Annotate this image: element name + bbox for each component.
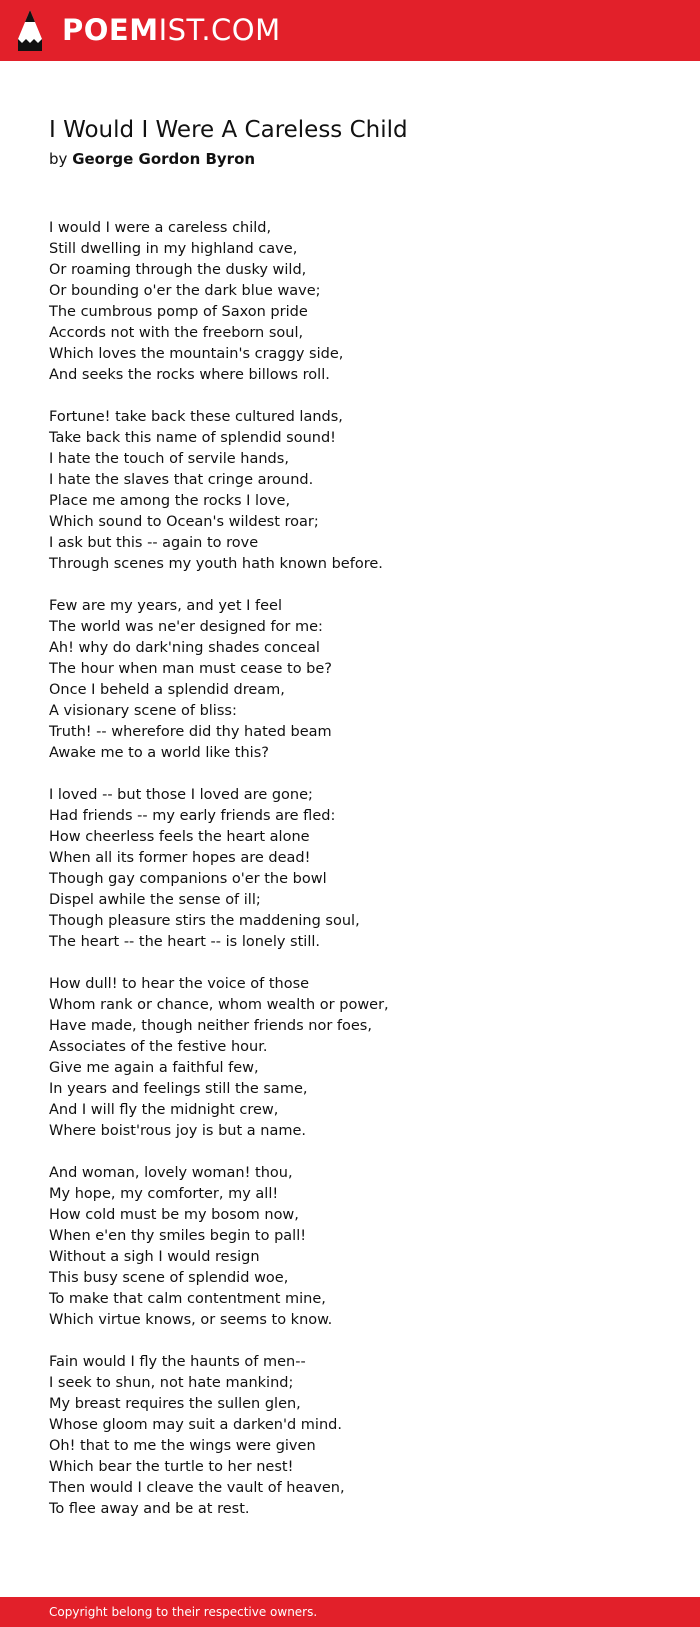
poem-line: I loved -- but those I loved are gone; xyxy=(49,787,313,803)
poem-line: Associates of the festive hour. xyxy=(49,1039,268,1055)
poem-line: I ask but this -- again to rove xyxy=(49,535,259,551)
poem-line: I hate the touch of servile hands, xyxy=(49,451,289,467)
poem-stanza xyxy=(49,974,649,1142)
poem-line: My breast requires the sullen glen, xyxy=(49,1396,301,1412)
poem-line: When all its former hopes are dead! xyxy=(49,850,311,866)
poem-body xyxy=(49,218,649,1541)
poem-line: Take back this name of splendid sound! xyxy=(49,430,336,446)
poem-line: Fain would I fly the haunts of men-- xyxy=(49,1354,306,1370)
poem-line: Fortune! take back these cultured lands, xyxy=(49,409,343,425)
poem-line: Few are my years, and yet I feel xyxy=(49,598,282,614)
poem-line: Accords not with the freeborn soul, xyxy=(49,325,304,341)
poem-line: And I will fly the midnight crew, xyxy=(49,1102,279,1118)
poem-line: And woman, lovely woman! thou, xyxy=(49,1165,293,1181)
poem-stanza xyxy=(49,1352,649,1520)
poem-line: My hope, my comforter, my all! xyxy=(49,1186,279,1202)
poem-line: Without a sigh I would resign xyxy=(49,1249,260,1265)
poem-stanza xyxy=(49,785,649,953)
poem-line: The cumbrous pomp of Saxon pride xyxy=(49,304,308,320)
poem-line: The hour when man must cease to be? xyxy=(49,661,332,677)
site-footer xyxy=(0,1597,700,1627)
poem-line: How dull! to hear the voice of those xyxy=(49,976,310,992)
poem-line: To make that calm contentment mine, xyxy=(49,1291,326,1307)
poem-line: Oh! that to me the wings were given xyxy=(49,1438,316,1454)
poem-line: Whose gloom may suit a darken'd mind. xyxy=(49,1417,342,1433)
poem-line: Which sound to Ocean's wildest roar; xyxy=(49,514,319,530)
poem-line: And seeks the rocks where billows roll. xyxy=(49,367,330,383)
poem-line: I seek to shun, not hate mankind; xyxy=(49,1375,294,1391)
poem-line: When e'en thy smiles begin to pall! xyxy=(49,1228,307,1244)
footer-copyright: Copyright belong to their respective owners. xyxy=(49,1605,318,1619)
poem-line: Though gay companions o'er the bowl xyxy=(49,871,327,887)
poem-stanza xyxy=(49,218,649,386)
logo-text-light: IST.COM xyxy=(158,13,281,47)
site-header xyxy=(0,0,700,61)
poem-line: Ah! why do dark'ning shades conceal xyxy=(49,640,320,656)
poem-line: Have made, though neither friends nor foes, xyxy=(49,1018,372,1034)
logo-text-strong: POEM xyxy=(62,13,159,47)
poem-line: Though pleasure stirs the maddening soul, xyxy=(49,913,360,929)
poem-title: I Would I Were A Careless Child xyxy=(49,117,408,143)
poem-line: How cheerless feels the heart alone xyxy=(49,829,310,845)
poem-line: How cold must be my bosom now, xyxy=(49,1207,299,1223)
poem-line: In years and feelings still the same, xyxy=(49,1081,308,1097)
poem-line: Give me again a faithful few, xyxy=(49,1060,259,1076)
poem-line: Or bounding o'er the dark blue wave; xyxy=(49,283,321,299)
poem-line: Which loves the mountain's craggy side, xyxy=(49,346,344,362)
poem-line: Or roaming through the dusky wild, xyxy=(49,262,307,278)
poem-line: To flee away and be at rest. xyxy=(49,1501,250,1517)
poem-line: This busy scene of splendid woe, xyxy=(49,1270,289,1286)
poem-line: I hate the slaves that cringe around. xyxy=(49,472,314,488)
poem-line: Whom rank or chance, whom wealth or power, xyxy=(49,997,389,1013)
poem-stanza xyxy=(49,407,649,575)
site-logo[interactable] xyxy=(62,10,281,50)
poem-line: The world was ne'er designed for me: xyxy=(49,619,323,635)
poem-line: Truth! -- wherefore did thy hated beam xyxy=(49,724,332,740)
poem-line: Where boist'rous joy is but a name. xyxy=(49,1123,307,1139)
byline-prefix: by xyxy=(49,150,68,168)
poem-stanza xyxy=(49,596,649,764)
poem-line: The heart -- the heart -- is lonely still. xyxy=(49,934,320,950)
poem-line: I would I were a careless child, xyxy=(49,220,272,236)
poem-line: Then would I cleave the vault of heaven, xyxy=(49,1480,345,1496)
poem-line: Awake me to a world like this? xyxy=(49,745,269,761)
poem-line: Which bear the turtle to her nest! xyxy=(49,1459,294,1475)
pencil-tip-icon xyxy=(17,9,43,52)
poem-line: Through scenes my youth hath known before. xyxy=(49,556,383,572)
poem-line: Had friends -- my early friends are fled: xyxy=(49,808,336,824)
poem-line: Still dwelling in my highland cave, xyxy=(49,241,298,257)
poem-line: Which virtue knows, or seems to know. xyxy=(49,1312,333,1328)
poem-stanza xyxy=(49,1163,649,1331)
poem-byline xyxy=(49,148,255,170)
poem-line: Once I beheld a splendid dream, xyxy=(49,682,285,698)
poem-line: A visionary scene of bliss: xyxy=(49,703,237,719)
poem-line: Dispel awhile the sense of ill; xyxy=(49,892,261,908)
poem-author: George Gordon Byron xyxy=(72,150,256,168)
poem-line: Place me among the rocks I love, xyxy=(49,493,291,509)
